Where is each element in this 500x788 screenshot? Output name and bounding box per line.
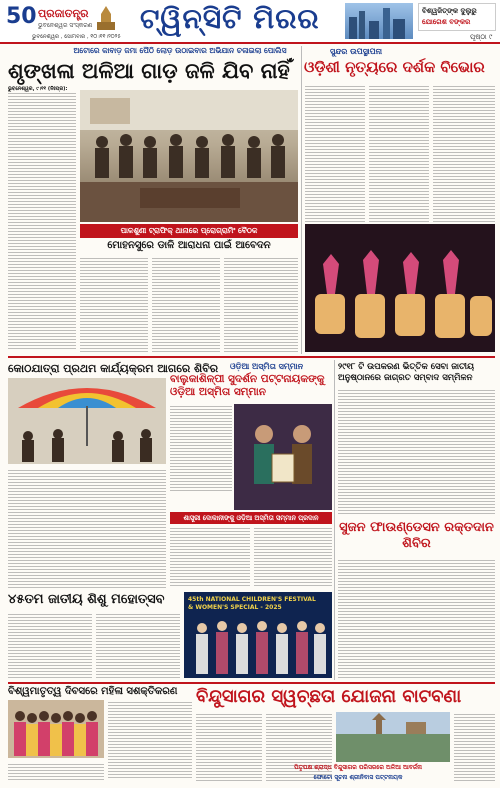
dateline: ଭୁବନେଶ୍ୱର , ସୋମବାର , ୧୦।୧୧।୨୦୨୫ bbox=[32, 34, 121, 40]
promo-line1: ବିଶ୍ୱଜିତ୍‌ଙ୍କ ଦୁଲୁରୁ bbox=[422, 7, 477, 15]
story4-kicker: ଓଡ଼ିଆ ଅସ୍ମିତା ସମ୍ମାନ bbox=[230, 362, 304, 371]
story9-body-col1 bbox=[196, 712, 262, 782]
column-divider bbox=[301, 46, 302, 354]
story9-photo-caption-1: ପିତୃପକ୍ଷ ଶ୍ରାଦ୍ଧ ବିନ୍ଦୁସାଗର ପରିସରରେ ଅଳିଆ ଆବର୍ଜନା bbox=[294, 764, 422, 771]
story2-body-col3 bbox=[433, 84, 495, 222]
anniversary-logo bbox=[6, 4, 36, 34]
story1-photo bbox=[80, 90, 298, 222]
story4-photo-caption: ଶାସ୍ତ୍ରୀ ଦୋକାନୀଙ୍କୁ ଓଡ଼ିଆ ଅସ୍ମିତା ସମ୍ମାନ ପ୍ରଦାନ bbox=[170, 512, 332, 524]
story8-body-col2 bbox=[8, 762, 104, 782]
promo-line2: ଯୋଗେଶ ବଙ୍କର bbox=[422, 18, 471, 26]
story7-body-col1 bbox=[8, 612, 92, 678]
story1-headline: ଶୃଙ୍ଖଳା ଅଳିଆ ଗାଡ଼ ଜଳି ଯିବ ନାହିଁ bbox=[8, 58, 290, 83]
story5-headline: ୨୯୧୮ ଟି ଉପକରଣ ଭିତ୍ତିକ ସେବା ଜାତୀୟ ଅନୁଷ୍ଠାନରେ ଜାଗ୍ରତ ସମ୍ବାଦ ସମ୍ମିଳନ bbox=[338, 362, 474, 383]
story3-body bbox=[8, 468, 166, 588]
story4-body-col1 bbox=[170, 404, 232, 492]
story9-body-col3 bbox=[454, 712, 495, 782]
story1-kicker: ଅଟୋରେ କାବାଡ଼ ଜମା ପୈଠି ଲୋଡ଼ ଉଠାଇବାର ଅଭିଯାନ ଚଳାଇଲା ପୋଲିସ bbox=[73, 46, 287, 55]
story7-photo bbox=[184, 592, 332, 678]
section-rule-2 bbox=[8, 682, 495, 684]
story8-headline: ବିଶ୍ୱମାତୃତ୍ୱ ଦିବସରେ ମହିଳା ସଶକ୍ତିକରଣ bbox=[8, 686, 178, 697]
story4-photo bbox=[234, 404, 332, 510]
story4-headline: ବାଲୁକାଶିଳ୍ପୀ ସୁଦର୍ଶନ ପଟ୍ଟନାୟକଙ୍କୁ ଓଡ଼ିଆ ଅସ୍ମିତା ସମ୍ମାନ bbox=[170, 373, 325, 398]
skyline-banner bbox=[345, 3, 413, 39]
story1-photo-caption: ପାଳଶୁଣୀ ଟ୍ରାଫିକ୍ ଥାନାରେ ପ୍ରୋଗ୍ରାମିଂ ବୈଠକ bbox=[80, 224, 298, 238]
story4-body-col3 bbox=[254, 526, 332, 588]
section-rule bbox=[8, 356, 495, 358]
anniversary-number: 50 bbox=[6, 4, 37, 29]
story9-headline: ବିନ୍ଦୁସାଗର ସ୍ୱଚ୍ଛତା ଯୋଜନା ବାଟବଣା bbox=[196, 686, 462, 707]
story1-body-col1 bbox=[8, 88, 76, 350]
story7-headline: ୪୫ତମ ଜାତୀୟ ଶିଶୁ ମହୋତ୍ସବ bbox=[8, 592, 165, 607]
story7-banner-line2: & WOMEN'S SPECIAL - 2025 bbox=[188, 604, 282, 611]
promo-box[interactable] bbox=[418, 3, 496, 31]
story1-body-col4 bbox=[224, 256, 298, 352]
masthead-title: ଟ୍ୱିନ୍‌ସିଟି ମିରର bbox=[140, 2, 320, 35]
story4-body-col2 bbox=[170, 526, 250, 588]
story7-banner-line1: 45th NATIONAL CHILDREN'S FESTIVAL bbox=[188, 596, 316, 603]
story2-body-col1 bbox=[305, 84, 365, 222]
story6-headline: ସୁଜନ ଫାଉଣ୍ଡେସନ ରକ୍ତଦାନ ଶିବିର bbox=[339, 520, 494, 551]
story2-headline: ଓଡ଼ିଶୀ ନୃତ୍ୟରେ ଦର୍ଶକ ବିଭୋର bbox=[304, 58, 485, 76]
story2-body-col2 bbox=[369, 84, 429, 222]
story8-photo bbox=[8, 700, 104, 758]
temple-logo bbox=[92, 4, 120, 32]
story3-headline: କୋଠଯାତ୍ରା ପ୍ରଥମ କାର୍ଯ୍ୟକ୍ରମ ଆଗରେ ଶିବିର bbox=[8, 362, 219, 375]
brand-sub: ଭୁବନେଶ୍ୱର ସଂସ୍କରଣ bbox=[38, 22, 93, 29]
story3-photo bbox=[8, 378, 166, 464]
story1-body-col2 bbox=[80, 256, 148, 352]
column-divider-2 bbox=[334, 360, 335, 680]
story8-body-col1 bbox=[108, 700, 192, 780]
story7-body-col2 bbox=[96, 612, 180, 678]
story2-kicker: ସୁନ୍ଦର ଉପସ୍ଥାପନା bbox=[330, 47, 383, 56]
story9-photo bbox=[336, 712, 450, 762]
brand-name: ପ୍ରଜାତନ୍ତ୍ର bbox=[38, 7, 89, 20]
story2-photo bbox=[305, 224, 495, 352]
story1-body-col3 bbox=[152, 256, 220, 352]
story9-photo-caption-2: ଫୋଟୋ ସୂଚନା ଶ୍ରୀନିବାସ ପଟ୍ଟନାୟକ bbox=[313, 774, 403, 781]
masthead bbox=[0, 0, 500, 44]
story5-body bbox=[338, 388, 495, 516]
page-number: ପୃଷ୍ଠା ୯ bbox=[470, 33, 493, 41]
story6-body bbox=[338, 558, 495, 678]
story1-dateline: ଭୁବନେଶ୍ୱର, ୯।୧୧ (ନିଃପ୍ର): bbox=[8, 86, 76, 92]
story1-subhead: ମୋହନସୁରେ ଡାଳି ଆରାଧନା ପାଇଁ ଆବେଦନ bbox=[107, 240, 271, 251]
